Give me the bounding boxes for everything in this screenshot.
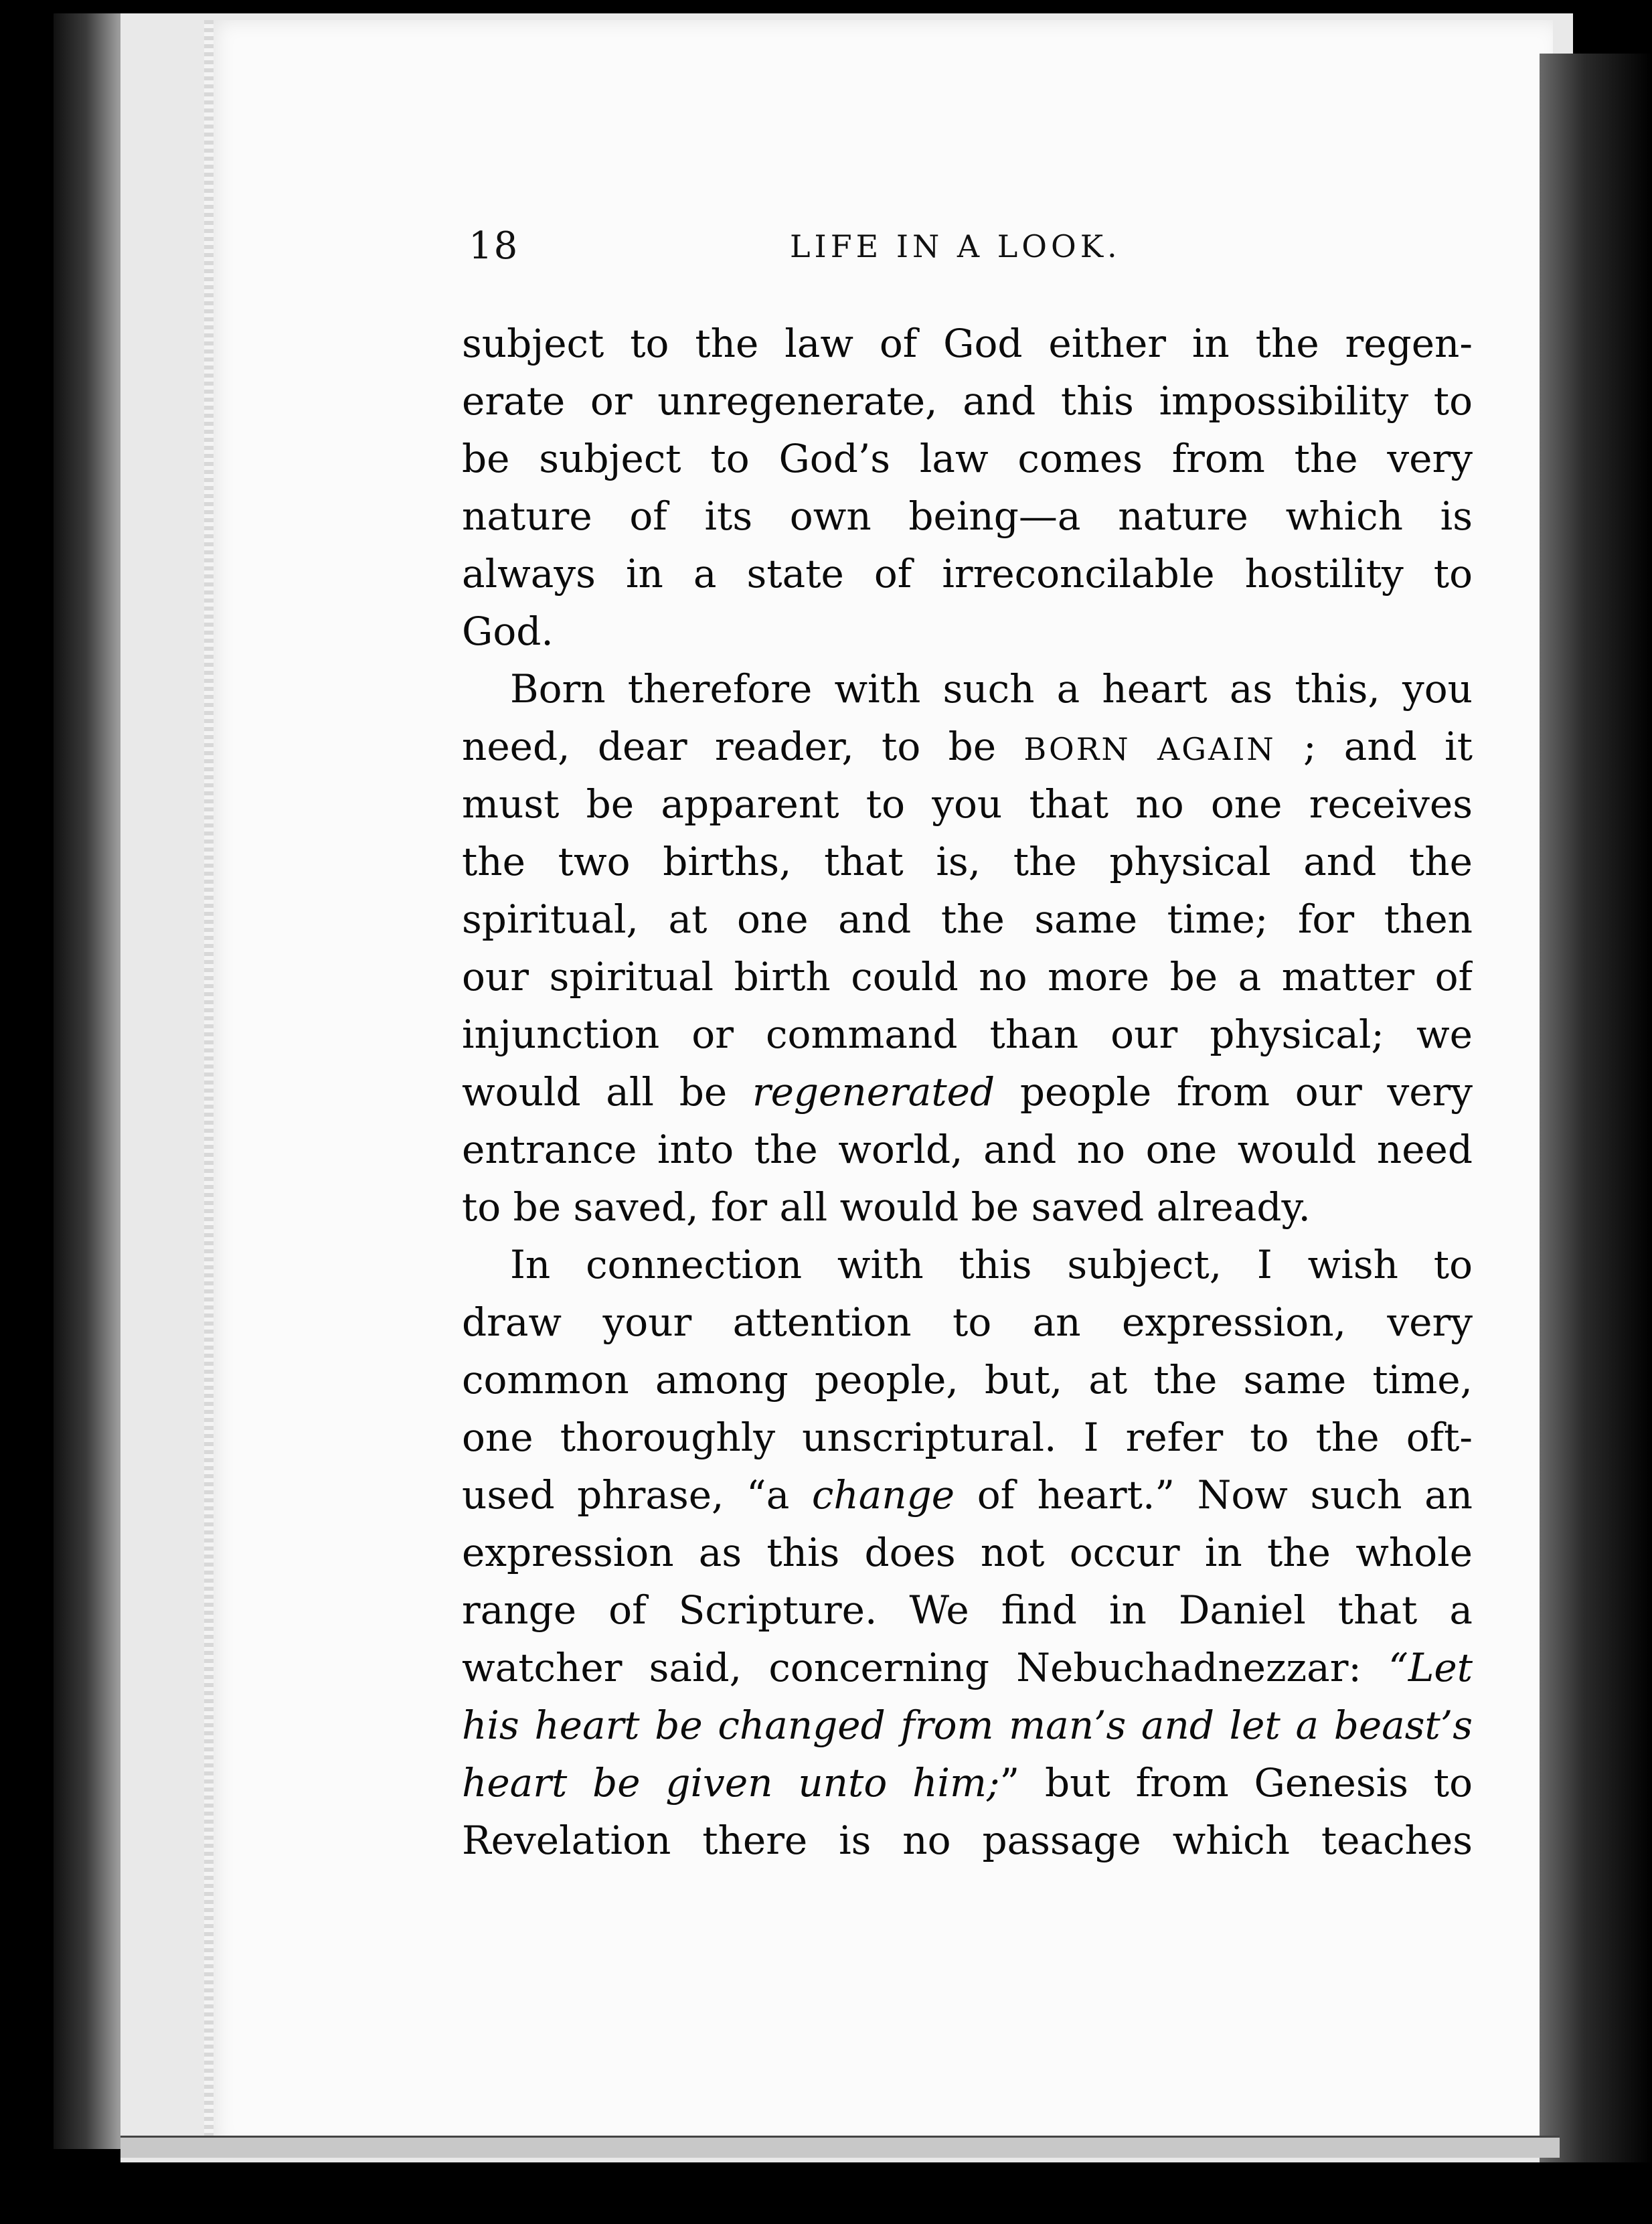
italic-word: regenerated xyxy=(752,1069,995,1115)
text-line: nature of its own being—a nature which is xyxy=(462,493,1473,539)
paragraph-1 xyxy=(462,315,1473,660)
text-line xyxy=(462,1639,1473,1696)
text-span: would all be xyxy=(462,1069,728,1115)
text-line: spiritual, at one and the same time; for then xyxy=(462,896,1473,942)
page-number: 18 xyxy=(469,224,519,268)
right-gutter-shadow xyxy=(1540,54,1652,2162)
italic-word: change xyxy=(811,1472,955,1518)
italic-quote: his heart be changed from man’s and let a beast’s xyxy=(462,1702,1473,1748)
text-line: entrance into the world, and no one would need xyxy=(462,1127,1473,1172)
italic-quote: “Let xyxy=(1388,1645,1473,1690)
text-span: used phrase, “a xyxy=(462,1472,790,1518)
text-line: the two births, that is, the physical and the xyxy=(462,839,1473,884)
text-span: ” but from Genesis to xyxy=(999,1760,1473,1806)
body-text xyxy=(462,315,1473,1869)
text-line: be subject to God’s law comes from the very xyxy=(462,436,1473,481)
text-line: one thoroughly unscriptural. I refer to the oft- xyxy=(462,1415,1473,1460)
text-line xyxy=(462,1063,1473,1121)
text-line: always in a state of irreconcilable hostility to xyxy=(462,551,1473,597)
page-bottom-edge xyxy=(120,2136,1560,2158)
text-line: Born therefore with such a heart as this, you xyxy=(510,666,1473,712)
text-span: need, dear reader, to be xyxy=(462,724,997,769)
running-header xyxy=(469,224,1473,278)
text-line: range of Scripture. We find in Daniel that a xyxy=(462,1587,1473,1633)
text-line: injunction or command than our physical; we xyxy=(462,1012,1473,1057)
text-line: our spiritual birth could no more be a matter of xyxy=(462,954,1473,1000)
paragraph-3 xyxy=(462,1236,1473,1869)
text-line xyxy=(462,1696,1473,1754)
running-title: LIFE IN A LOOK. xyxy=(790,228,1121,264)
text-line: expression as this does not occur in the whole xyxy=(462,1530,1473,1575)
text-span: people from our very xyxy=(1019,1069,1473,1115)
text-line: draw your attention to an expression, very xyxy=(462,1299,1473,1345)
text-span: ; and it xyxy=(1303,724,1473,769)
text-span: watcher said, concerning Nebuchadnezzar: xyxy=(462,1645,1361,1690)
text-line: In connection with this subject, I wish to xyxy=(510,1242,1473,1287)
italic-quote: heart be given unto him; xyxy=(462,1760,1000,1806)
small-caps-phrase: BORN AGAIN xyxy=(1023,731,1276,767)
text-line: erate or unregenerate, and this impossibility to xyxy=(462,378,1473,424)
paragraph-2 xyxy=(462,660,1473,1236)
text-span: of heart.” Now such an xyxy=(977,1472,1473,1518)
text-line: to be saved, for all would be saved already. xyxy=(462,1184,1311,1230)
text-line xyxy=(462,1466,1473,1524)
text-line: subject to the law of God either in the regen- xyxy=(462,321,1473,366)
text-line: must be apparent to you that no one receives xyxy=(462,781,1473,827)
text-line xyxy=(462,1754,1473,1812)
text-line: Revelation there is no passage which teaches xyxy=(462,1818,1473,1863)
text-line: God. xyxy=(462,609,554,654)
page-deckle-edge xyxy=(204,20,214,2149)
text-line: common among people, but, at the same time, xyxy=(462,1357,1473,1403)
text-line xyxy=(462,718,1473,775)
